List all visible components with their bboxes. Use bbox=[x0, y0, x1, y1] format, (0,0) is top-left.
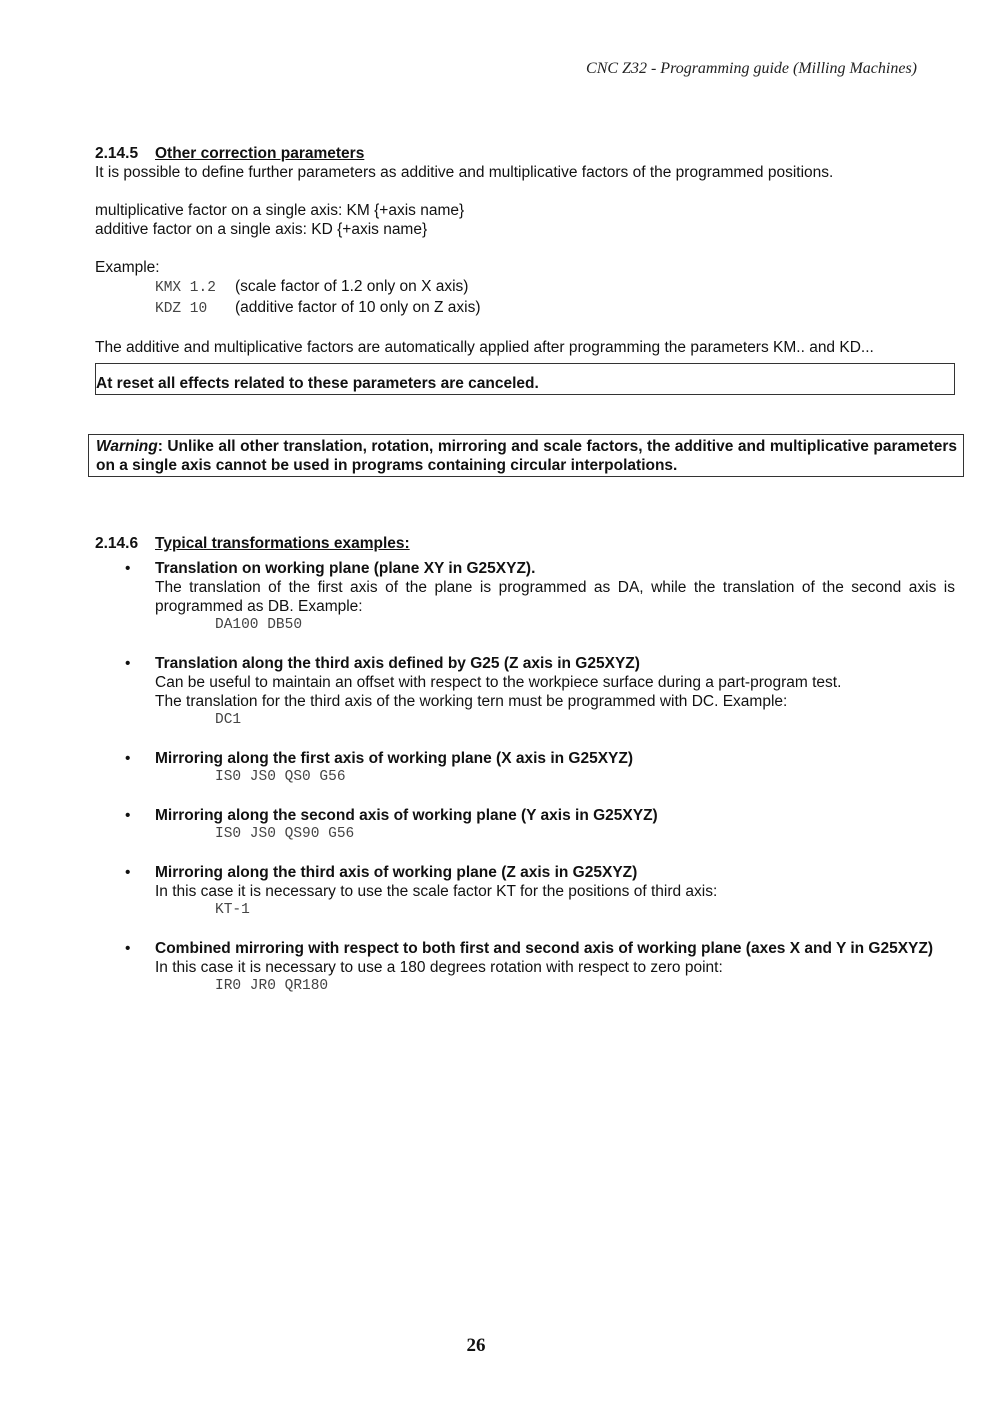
km-definition: multiplicative factor on a single axis: KM {+axis name} bbox=[95, 202, 465, 219]
section-number: 2.14.6 bbox=[95, 535, 139, 552]
item-title: Mirroring along the third axis of working plane (Z axis in G25XYZ) bbox=[155, 864, 638, 881]
section-number: 2.14.5 bbox=[95, 145, 139, 162]
page-header: CNC Z32 - Programming guide (Milling Machines) bbox=[586, 60, 917, 77]
bullet-icon: • bbox=[125, 864, 131, 881]
page-number: 26 bbox=[466, 1335, 486, 1356]
section-title: Typical transformations examples: bbox=[155, 535, 410, 552]
item-title: Translation along the third axis defined by G25 (Z axis in G25XYZ) bbox=[155, 655, 640, 672]
item-text: In this case it is necessary to use the scale factor KT for the positions of third axis: bbox=[155, 883, 718, 900]
list-item bbox=[95, 863, 955, 920]
item-code: IS0 JS0 QS0 G56 bbox=[215, 769, 346, 785]
item-code: KT-1 bbox=[215, 902, 250, 918]
example-label: Example: bbox=[95, 259, 160, 276]
item-text: The translation of the first axis of the plane is programmed as DA, while the translation of the second axis is programmed as DB. Example: bbox=[155, 579, 955, 615]
bullet-icon: • bbox=[125, 940, 131, 957]
item-title: Mirroring along the first axis of working plane (X axis in G25XYZ) bbox=[155, 750, 634, 767]
example-row bbox=[95, 298, 955, 319]
section-title: Other correction parameters bbox=[155, 145, 365, 162]
page-content bbox=[95, 144, 955, 1015]
bullet-icon: • bbox=[125, 750, 131, 767]
list-item bbox=[95, 939, 955, 996]
item-code: IS0 JS0 QS90 G56 bbox=[215, 826, 355, 842]
example-code: KMX 1.2 bbox=[155, 280, 216, 296]
warning-box bbox=[88, 434, 964, 477]
section-heading-2-14-5 bbox=[95, 144, 955, 163]
example-description: (additive factor of 10 only on Z axis) bbox=[235, 299, 481, 316]
item-title: Mirroring along the second axis of working plane (Y axis in G25XYZ) bbox=[155, 807, 658, 824]
list-item bbox=[95, 654, 955, 730]
example-code: KDZ 10 bbox=[155, 301, 208, 317]
item-text-2: The translation for the third axis of the working tern must be programmed with DC. Example: bbox=[155, 693, 788, 710]
item-code: IR0 JR0 QR180 bbox=[215, 978, 329, 994]
example-description: (scale factor of 1.2 only on X axis) bbox=[235, 278, 469, 295]
bullet-icon: • bbox=[125, 807, 131, 824]
list-item bbox=[95, 559, 955, 635]
reset-note-box: At reset all effects related to these parameters are canceled. bbox=[95, 363, 955, 395]
bullet-icon: • bbox=[125, 560, 131, 577]
kd-definition: additive factor on a single axis: KD {+axis name} bbox=[95, 221, 428, 238]
section-heading-2-14-6 bbox=[95, 534, 955, 553]
list-item bbox=[95, 749, 955, 787]
transformations-list bbox=[95, 559, 955, 996]
applied-paragraph: The additive and multiplicative factors are automatically applied after programming the parameters KM.. and KD... bbox=[95, 339, 874, 356]
intro-paragraph: It is possible to define further parameters as additive and multiplicative factors of the programmed positions. bbox=[95, 164, 834, 181]
example-row bbox=[95, 277, 955, 298]
list-item bbox=[95, 806, 955, 844]
item-text: Can be useful to maintain an offset with respect to the workpiece surface during a part-program test. bbox=[155, 674, 842, 691]
warning-label: Warning bbox=[96, 438, 158, 455]
item-code: DC1 bbox=[215, 712, 242, 728]
item-code: DA100 DB50 bbox=[215, 617, 303, 633]
bullet-icon: • bbox=[125, 655, 131, 672]
item-title: Translation on working plane (plane XY in G25XYZ). bbox=[155, 560, 536, 577]
item-text: In this case it is necessary to use a 180 degrees rotation with respect to zero point: bbox=[155, 959, 723, 976]
item-title: Combined mirroring with respect to both first and second axis of working plane (axes X and Y in G25XYZ) bbox=[155, 940, 934, 957]
warning-text: : Unlike all other translation, rotation, mirroring and scale factors, the additive and multiplicative parameters on a single axis cannot be used in programs containing circular interpolations. bbox=[96, 438, 957, 474]
